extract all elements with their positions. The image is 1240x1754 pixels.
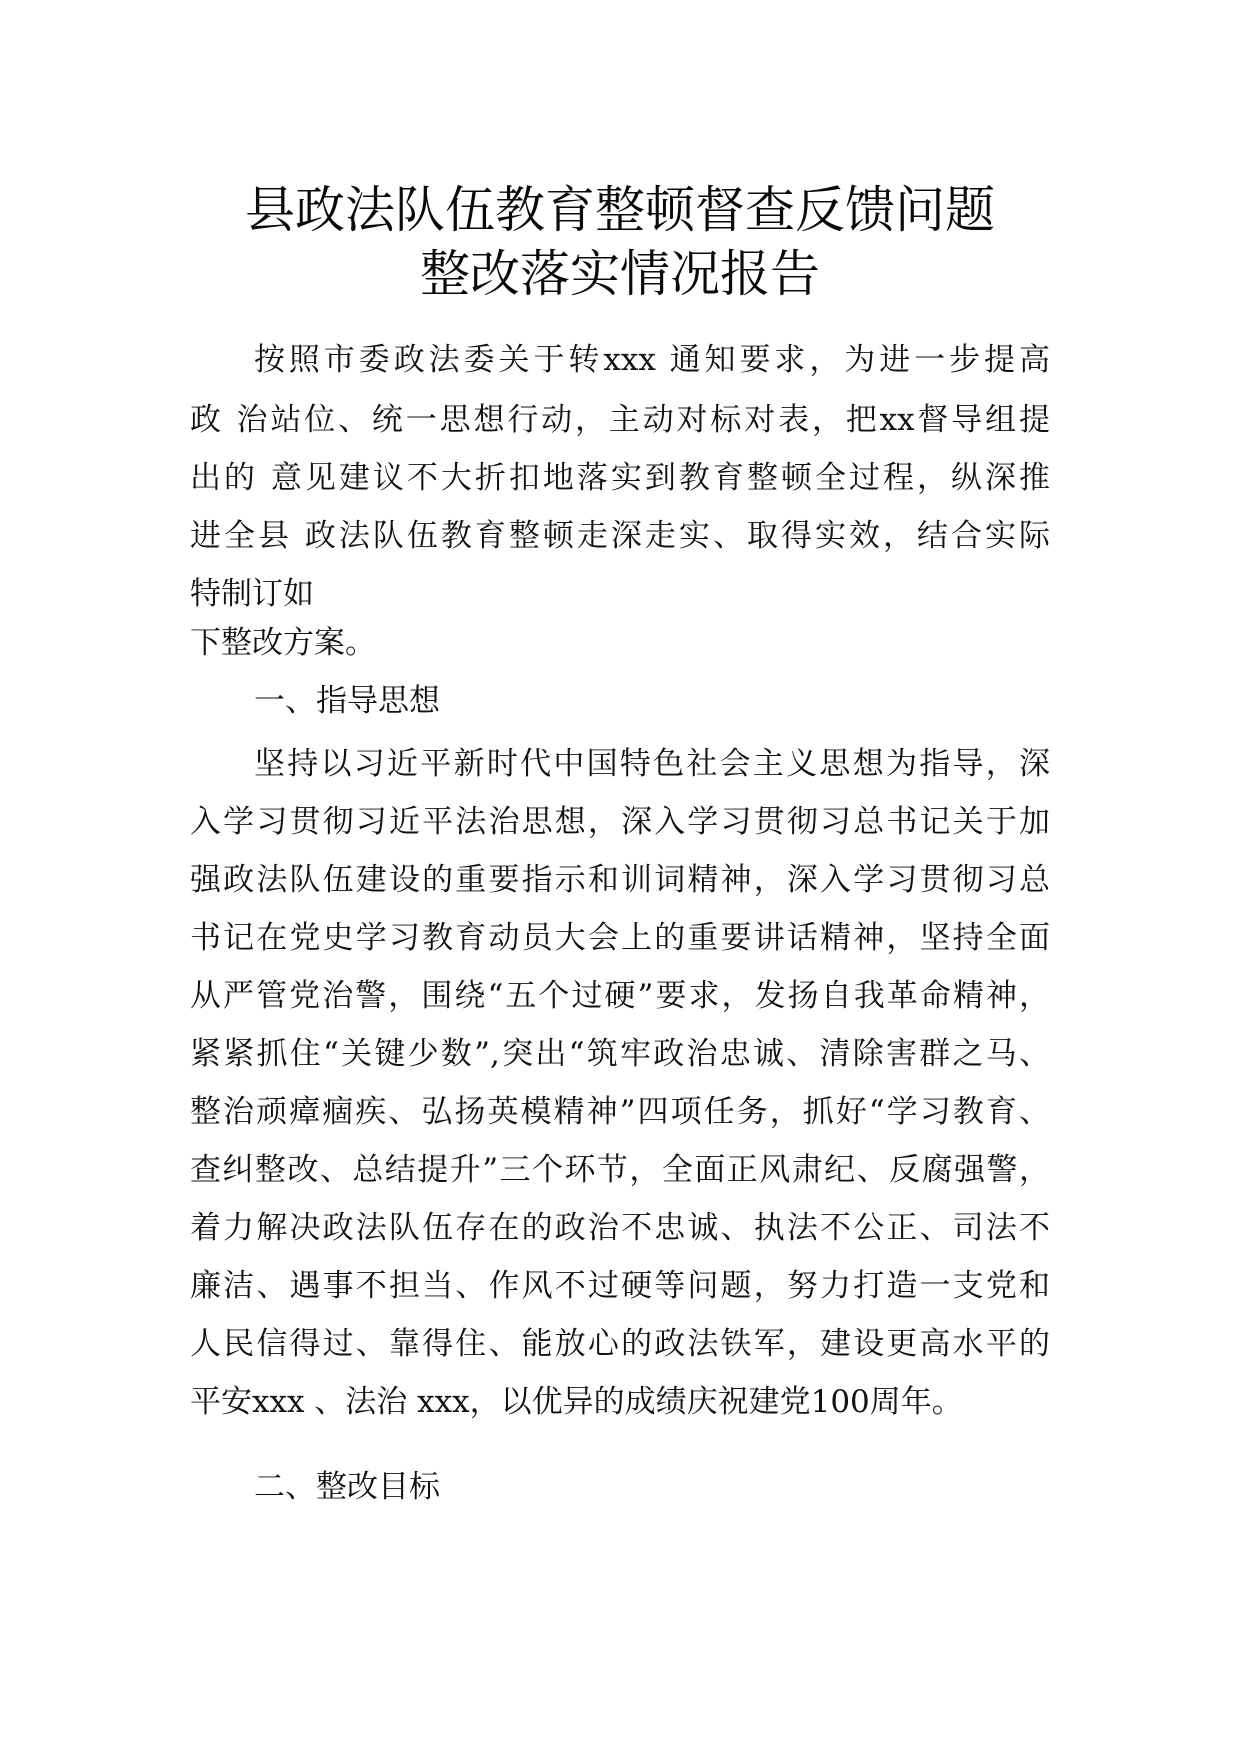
body-line: 着力解决政法队伍存在的政治不忠诚、执法不公正、司法不 <box>190 1210 1050 1246</box>
body-line: 出的 意见建议不大折扣地落实到教育整顿全过程，纵深推 <box>190 460 1050 496</box>
body-line: 人民信得过、靠得住、能放心的政法铁军，建设更高水平的 <box>190 1326 1050 1362</box>
body-line: 强政法队伍建设的重要指示和训词精神，深入学习贯彻习总 <box>190 862 1050 898</box>
body-line: 从严管党治警，围绕“五个过硬”要求，发扬自我革命精神， <box>190 978 1050 1014</box>
body-line: 整治顽瘴痼疾、弘扬英模精神”四项任务，抓好“学习教育、 <box>190 1094 1050 1130</box>
body-line: 下整改方案。 <box>190 625 376 661</box>
section-heading: 二、整改目标 <box>254 1469 440 1505</box>
body-line: 廉洁、遇事不担当、作风不过硬等问题，努力打造一支党和 <box>190 1268 1050 1304</box>
section-heading: 一、指导思想 <box>254 683 440 719</box>
body-line: 入学习贯彻习近平法治思想，深入学习贯彻习总书记关于加 <box>190 804 1050 840</box>
document-title-line-1: 县政法队伍教育整顿督查反馈问题 <box>245 181 995 239</box>
body-line: 政 治站位、统一思想行动，主动对标对表，把xx督导组提 <box>190 402 1050 438</box>
body-line: 书记在党史学习教育动员大会上的重要讲话精神，坚持全面 <box>190 920 1050 956</box>
body-line: 查纠整改、总结提升”三个环节，全面正风肃纪、反腐强警， <box>190 1152 1050 1188</box>
document-title-line-2: 整改落实情况报告 <box>420 245 820 303</box>
body-line: 进全县 政法队伍教育整顿走深走实、取得实效，结合实际 <box>190 518 1050 554</box>
body-line: 紧紧抓住“关键少数”,突出“筑牢政治忠诚、清除害群之马、 <box>190 1036 1050 1072</box>
body-line: 平安xxx 、法治 xxx，以优异的成绩庆祝建党100周年。 <box>190 1384 963 1420</box>
body-line: 特制订如 <box>190 576 314 612</box>
body-line: 坚持以习近平新时代中国特色社会主义思想为指导，深 <box>254 746 1050 782</box>
body-line: 按照市委政法委关于转xxx 通知要求，为进一步提高 <box>254 342 1050 378</box>
